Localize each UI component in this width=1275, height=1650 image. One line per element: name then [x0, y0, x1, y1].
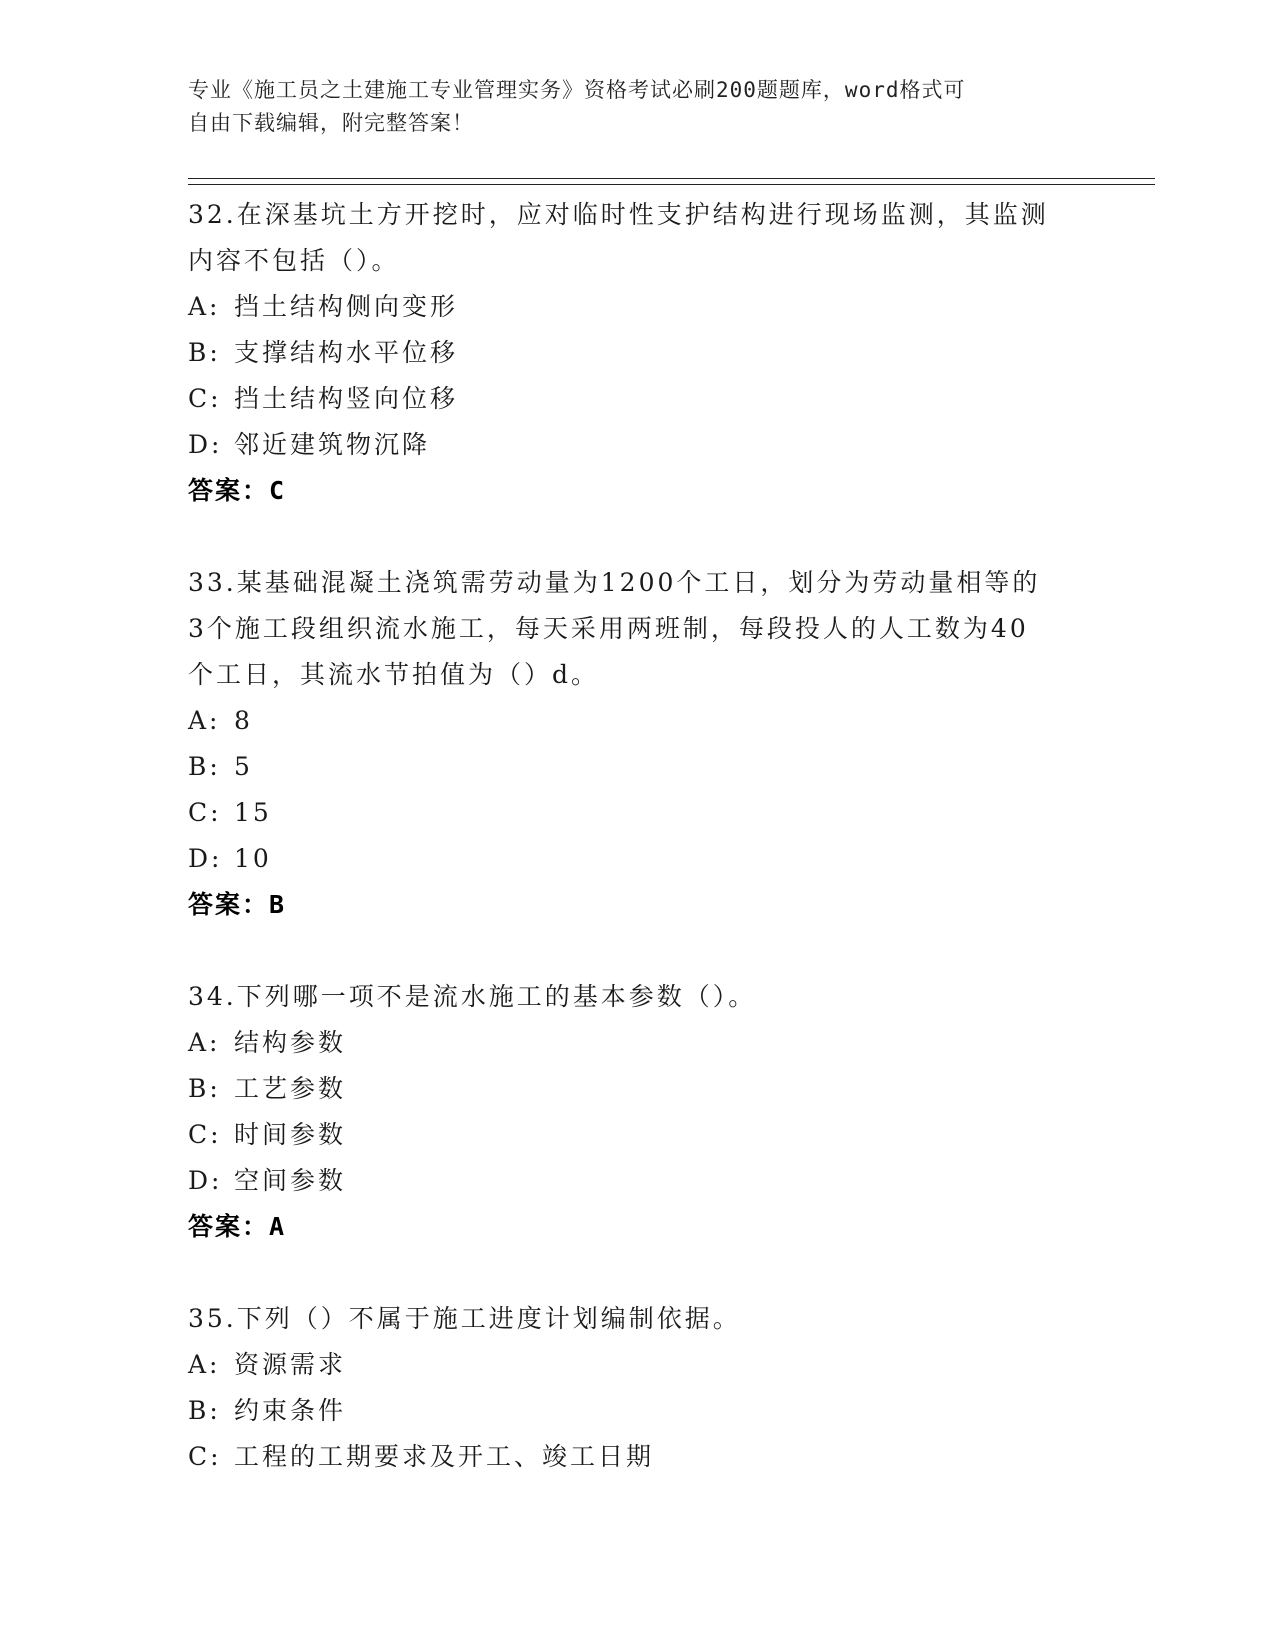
- option-b: [188, 1388, 1088, 1434]
- option-letter: C:: [188, 384, 222, 413]
- option-letter: A:: [188, 292, 221, 321]
- question-spacer: [188, 1250, 1088, 1296]
- question-stem-line: 3个施工段组织流水施工，每天采用两班制，每段投人的人工数为40: [188, 614, 1029, 643]
- option-c: [188, 1434, 1088, 1480]
- option-text: 8: [234, 706, 253, 735]
- answer-line: 答案：C: [188, 476, 287, 505]
- question-35: [188, 1296, 1088, 1480]
- answer-line: 答案：A: [188, 1212, 287, 1241]
- option-c: [188, 790, 1088, 836]
- option-letter: D:: [188, 844, 223, 873]
- option-text: 约束条件: [234, 1396, 347, 1425]
- option-a: [188, 698, 1088, 744]
- option-text: 5: [234, 752, 253, 781]
- option-a: [188, 1020, 1088, 1066]
- option-text: 资源需求: [234, 1350, 347, 1379]
- option-letter: D:: [188, 1166, 223, 1195]
- question-stem-line: 34.下列哪一项不是流水施工的基本参数（）。: [188, 982, 757, 1011]
- header-line-1: 专业《施工员之土建施工专业管理实务》资格考试必刷200题题库，word格式可: [188, 78, 966, 102]
- header-divider-bottom: [188, 184, 1155, 185]
- option-c: [188, 376, 1088, 422]
- option-d: [188, 1158, 1088, 1204]
- question-stem-line: 35.下列（）不属于施工进度计划编制依据。: [188, 1304, 741, 1333]
- option-letter: C:: [188, 1442, 222, 1471]
- question-spacer: [188, 928, 1088, 974]
- option-letter: B:: [188, 338, 221, 367]
- option-letter: B:: [188, 752, 221, 781]
- option-a: [188, 1342, 1088, 1388]
- question-stem-line: 个工日，其流水节拍值为（）d。: [188, 660, 600, 689]
- question-stem-line: 33.某基础混凝土浇筑需劳动量为1200个工日，划分为劳动量相等的: [188, 568, 1041, 597]
- question-33: [188, 560, 1088, 974]
- option-text: 工程的工期要求及开工、竣工日期: [234, 1442, 655, 1471]
- document-header: [188, 74, 1068, 140]
- option-c: [188, 1112, 1088, 1158]
- option-letter: C:: [188, 798, 222, 827]
- option-letter: A:: [188, 1350, 221, 1379]
- option-text: 15: [234, 798, 272, 827]
- answer-line: 答案：B: [188, 890, 287, 919]
- option-letter: C:: [188, 1120, 222, 1149]
- option-letter: B:: [188, 1074, 221, 1103]
- option-text: 结构参数: [234, 1028, 347, 1057]
- question-stem-line: 32.在深基坑土方开挖时，应对临时性支护结构进行现场监测，其监测: [188, 200, 1049, 229]
- option-text: 支撑结构水平位移: [234, 338, 459, 367]
- option-text: 时间参数: [234, 1120, 347, 1149]
- option-text: 10: [234, 844, 272, 873]
- option-b: [188, 1066, 1088, 1112]
- option-letter: A:: [188, 1028, 221, 1057]
- option-d: [188, 836, 1088, 882]
- option-letter: A:: [188, 706, 221, 735]
- option-b: [188, 744, 1088, 790]
- question-34: [188, 974, 1088, 1296]
- option-text: 挡土结构侧向变形: [234, 292, 459, 321]
- option-letter: D:: [188, 430, 223, 459]
- option-text: 挡土结构竖向位移: [234, 384, 459, 413]
- option-b: [188, 330, 1088, 376]
- question-stem-line: 内容不包括（）。: [188, 246, 400, 275]
- question-32: [188, 192, 1088, 560]
- header-divider-top: [188, 178, 1155, 179]
- option-letter: B:: [188, 1396, 221, 1425]
- option-a: [188, 284, 1088, 330]
- question-list: [188, 192, 1088, 1480]
- option-d: [188, 422, 1088, 468]
- option-text: 空间参数: [234, 1166, 347, 1195]
- option-text: 工艺参数: [234, 1074, 347, 1103]
- option-text: 邻近建筑物沉降: [234, 430, 431, 459]
- header-line-2: 自由下载编辑，附完整答案！: [188, 111, 474, 135]
- question-spacer: [188, 514, 1088, 560]
